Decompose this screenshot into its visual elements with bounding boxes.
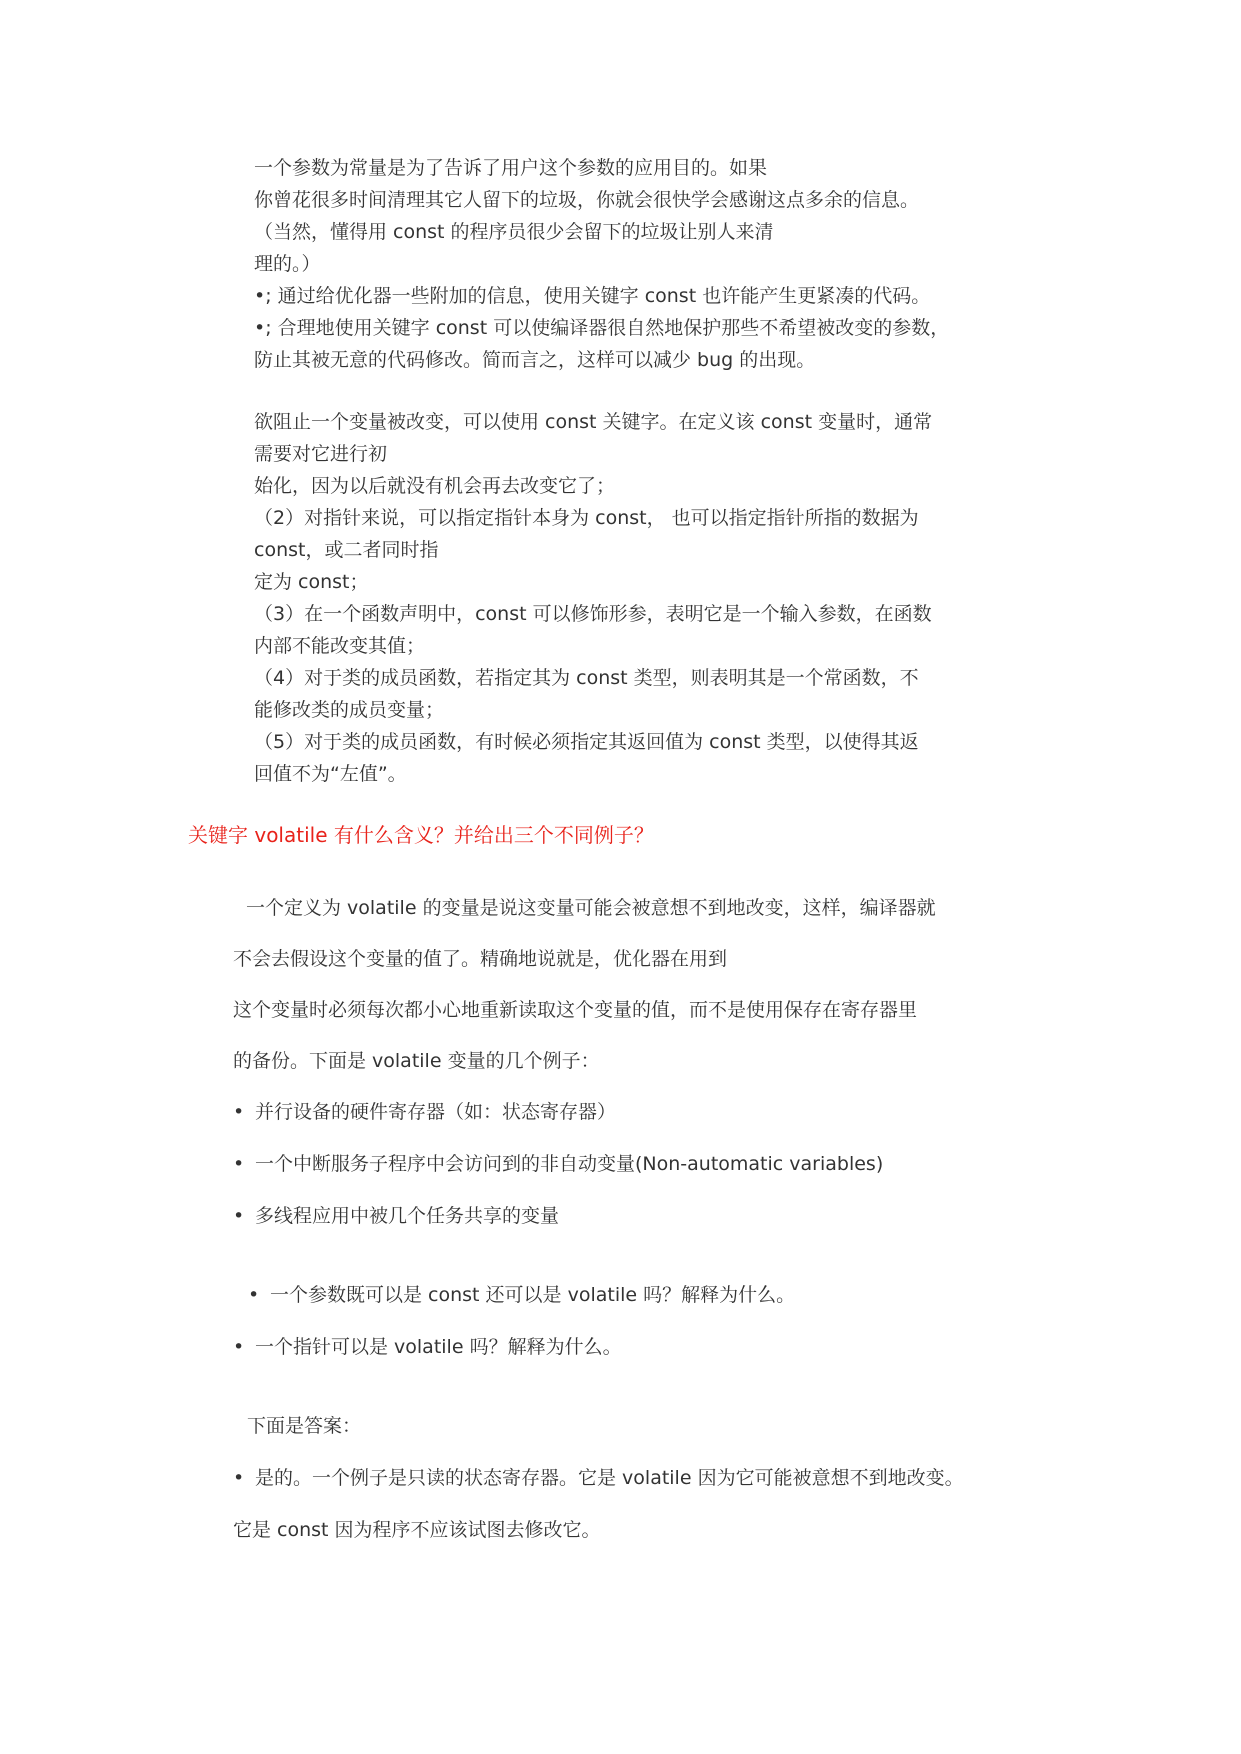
text-line: 定为 const； [254, 571, 369, 593]
list-item [233, 1151, 883, 1177]
bullet-icon: • [248, 1284, 260, 1306]
text-line: 能修改类的成员变量； [254, 699, 445, 721]
text-line: 的备份。下面是 volatile 变量的几个例子： [233, 1050, 600, 1072]
bullet-icon: • [233, 1153, 245, 1175]
text-line: （2）对指针来说，可以指定指针本身为 const， 也可以指定指针所指的数据为 [254, 507, 919, 529]
list-item [248, 1282, 795, 1308]
list-item-text: 一个指针可以是 volatile 吗？解释为什么。 [255, 1336, 622, 1358]
text-line: 这个变量时必须每次都小心地重新读取这个变量的值，而不是使用保存在寄存器里 [233, 999, 918, 1021]
section-heading: 关键字 volatile 有什么含义？并给出三个不同例子？ [188, 823, 654, 847]
text-line: 回值不为“左值”。 [254, 763, 407, 785]
list-item [233, 1099, 616, 1125]
list-item [233, 1203, 559, 1229]
text-line: （5）对于类的成员函数，有时候必须指定其返回值为 const 类型，以使得其返 [254, 731, 919, 753]
text-line: 不会去假设这个变量的值了。精确地说就是，优化器在用到 [233, 948, 728, 970]
text-line: （4）对于类的成员函数，若指定其为 const 类型，则表明其是一个常函数，不 [254, 667, 919, 689]
text-line: 内部不能改变其值； [254, 635, 426, 657]
list-item [233, 1334, 622, 1360]
text-line: 它是 const 因为程序不应该试图去修改它。 [233, 1519, 601, 1541]
bullet-icon: • [233, 1467, 245, 1489]
list-item [233, 1465, 964, 1491]
list-item-text: 一个中断服务子程序中会访问到的非自动变量(Non-automatic variables) [255, 1153, 884, 1175]
text-line: 你曾花很多时间清理其它人留下的垃圾，你就会很快学会感谢这点多余的信息。 [254, 189, 920, 211]
list-item-text: 一个参数既可以是 const 还可以是 volatile 吗？解释为什么。 [270, 1284, 796, 1306]
text-line: 欲阻止一个变量被改变，可以使用 const 关键字。在定义该 const 变量时，通常 [254, 411, 933, 433]
list-item-text: 是的。一个例子是只读的状态寄存器。它是 volatile 因为它可能被意想不到地改变。 [255, 1467, 964, 1489]
text-line: （3）在一个函数声明中，const 可以修饰形参，表明它是一个输入参数，在函数 [254, 603, 932, 625]
text-line: const，或二者同时指 [254, 539, 439, 561]
text-line: •; 合理地使用关键字 const 可以使编译器很自然地保护那些不希望被改变的参数， [254, 317, 950, 339]
text-line: 防止其被无意的代码修改。简而言之，这样可以减少 bug 的出现。 [254, 349, 816, 371]
bullet-icon: • [233, 1101, 245, 1123]
text-line: （当然，懂得用 const 的程序员很少会留下的垃圾让别人来清 [254, 221, 774, 243]
bullet-icon: • [233, 1336, 245, 1358]
answer-label: 下面是答案： [247, 1415, 362, 1437]
list-item-text: 并行设备的硬件寄存器（如：状态寄存器） [255, 1101, 617, 1123]
text-line: 始化，因为以后就没有机会再去改变它了； [254, 475, 616, 497]
list-item-text: 多线程应用中被几个任务共享的变量 [255, 1205, 560, 1227]
bullet-icon: • [233, 1205, 245, 1227]
text-line: 一个定义为 volatile 的变量是说这变量可能会被意想不到地改变，这样，编译器就 [246, 897, 936, 919]
text-line: 理的。） [254, 253, 321, 275]
text-line: •; 通过给优化器一些附加的信息，使用关键字 const 也许能产生更紧凑的代码。 [254, 285, 931, 307]
text-line: 一个参数为常量是为了告诉了用户这个参数的应用目的。如果 [254, 157, 768, 179]
text-line: 需要对它进行初 [254, 443, 388, 465]
